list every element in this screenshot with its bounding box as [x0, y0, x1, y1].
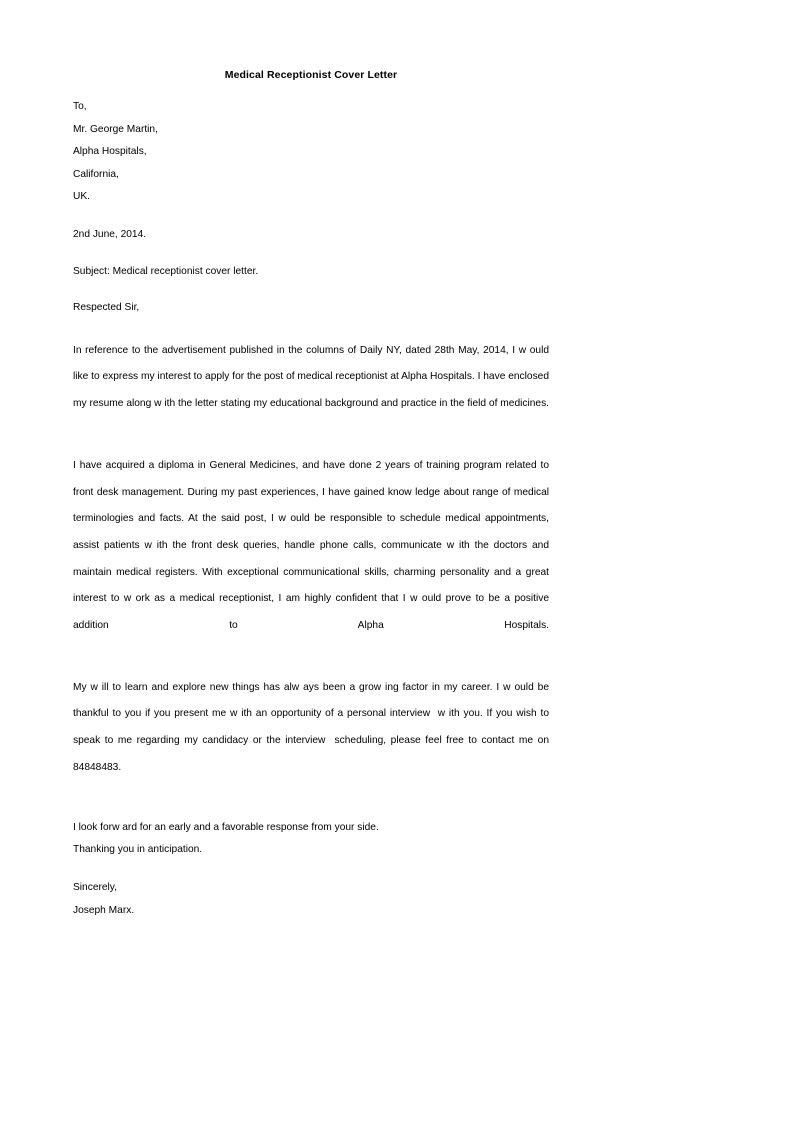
spacer-before-body [73, 320, 549, 338]
body-paragraph-1-wrapper [73, 338, 552, 444]
recipient-salutation-line: To, [73, 101, 87, 112]
body-paragraph-2: I have acquired a diploma in General Medicines, and have done 2 years of training program related to front desk management. During my past experiences, I have gained know ledge about range of medical terminologies and facts. At the said post, I w ould be responsible to schedule medical appointments, assist patients w ith the front desk queries, handle phone calls, communicate w ith the doctors and maintain medical registers. With exceptional communicational skills, charming personality and a great interest to w ork as a medical receptionist, I am highly confident that I w ould prove to be a positive addition to Alpha Hospitals. [73, 460, 552, 631]
sender-name: Joseph Marx. [73, 904, 135, 916]
spacer-after-subject [73, 283, 549, 297]
letter-date: 2nd June, 2014. [73, 228, 147, 240]
letter-content [73, 68, 552, 922]
spacer-before-signature [73, 862, 549, 877]
recipient-organization: Alpha Hospitals, [73, 146, 147, 158]
spacer-after-address [73, 209, 549, 224]
body-paragraph-1: In reference to the advertisement published in the columns of Daily NY, dated 28th May, 2014, I w ould like to express my interest to apply for the post of medical receptionist at Alpha Hospitals. I have enclosed my resume along w ith the letter stating my educational background and practice in the field of medicines. [73, 344, 552, 409]
body-paragraph-2-wrapper [73, 453, 552, 666]
closing-line-2: Thanking you in anticipation. [73, 844, 203, 856]
sign-off: Sincerely, [73, 882, 117, 894]
recipient-name: Mr. George Martin, [73, 123, 158, 135]
recipient-country: UK. [73, 191, 90, 203]
body-paragraph-3-wrapper [73, 675, 552, 808]
page-title: Medical Receptionist Cover Letter [224, 69, 398, 81]
closing-block [73, 817, 549, 922]
spacer-after-date [73, 247, 549, 261]
closing-line-1: I look forw ard for an early and a favorable response from your side. [73, 821, 379, 833]
recipient-address-block [73, 96, 549, 209]
body-paragraph-3: My w ill to learn and explore new things has alw ays been a grow ing factor in my career. I w ould be thankful to you if you present me w ith an opportunity of a personal interview w ith you. If you wish to speak to me regarding my candidacy or the interview scheduling, please feel free to contact me on 84848483. [73, 681, 552, 773]
letter-subject: Subject: Medical receptionist cover letter. [73, 265, 259, 277]
recipient-city: California, [73, 168, 119, 180]
letter-greeting: Respected Sir, [73, 302, 140, 314]
